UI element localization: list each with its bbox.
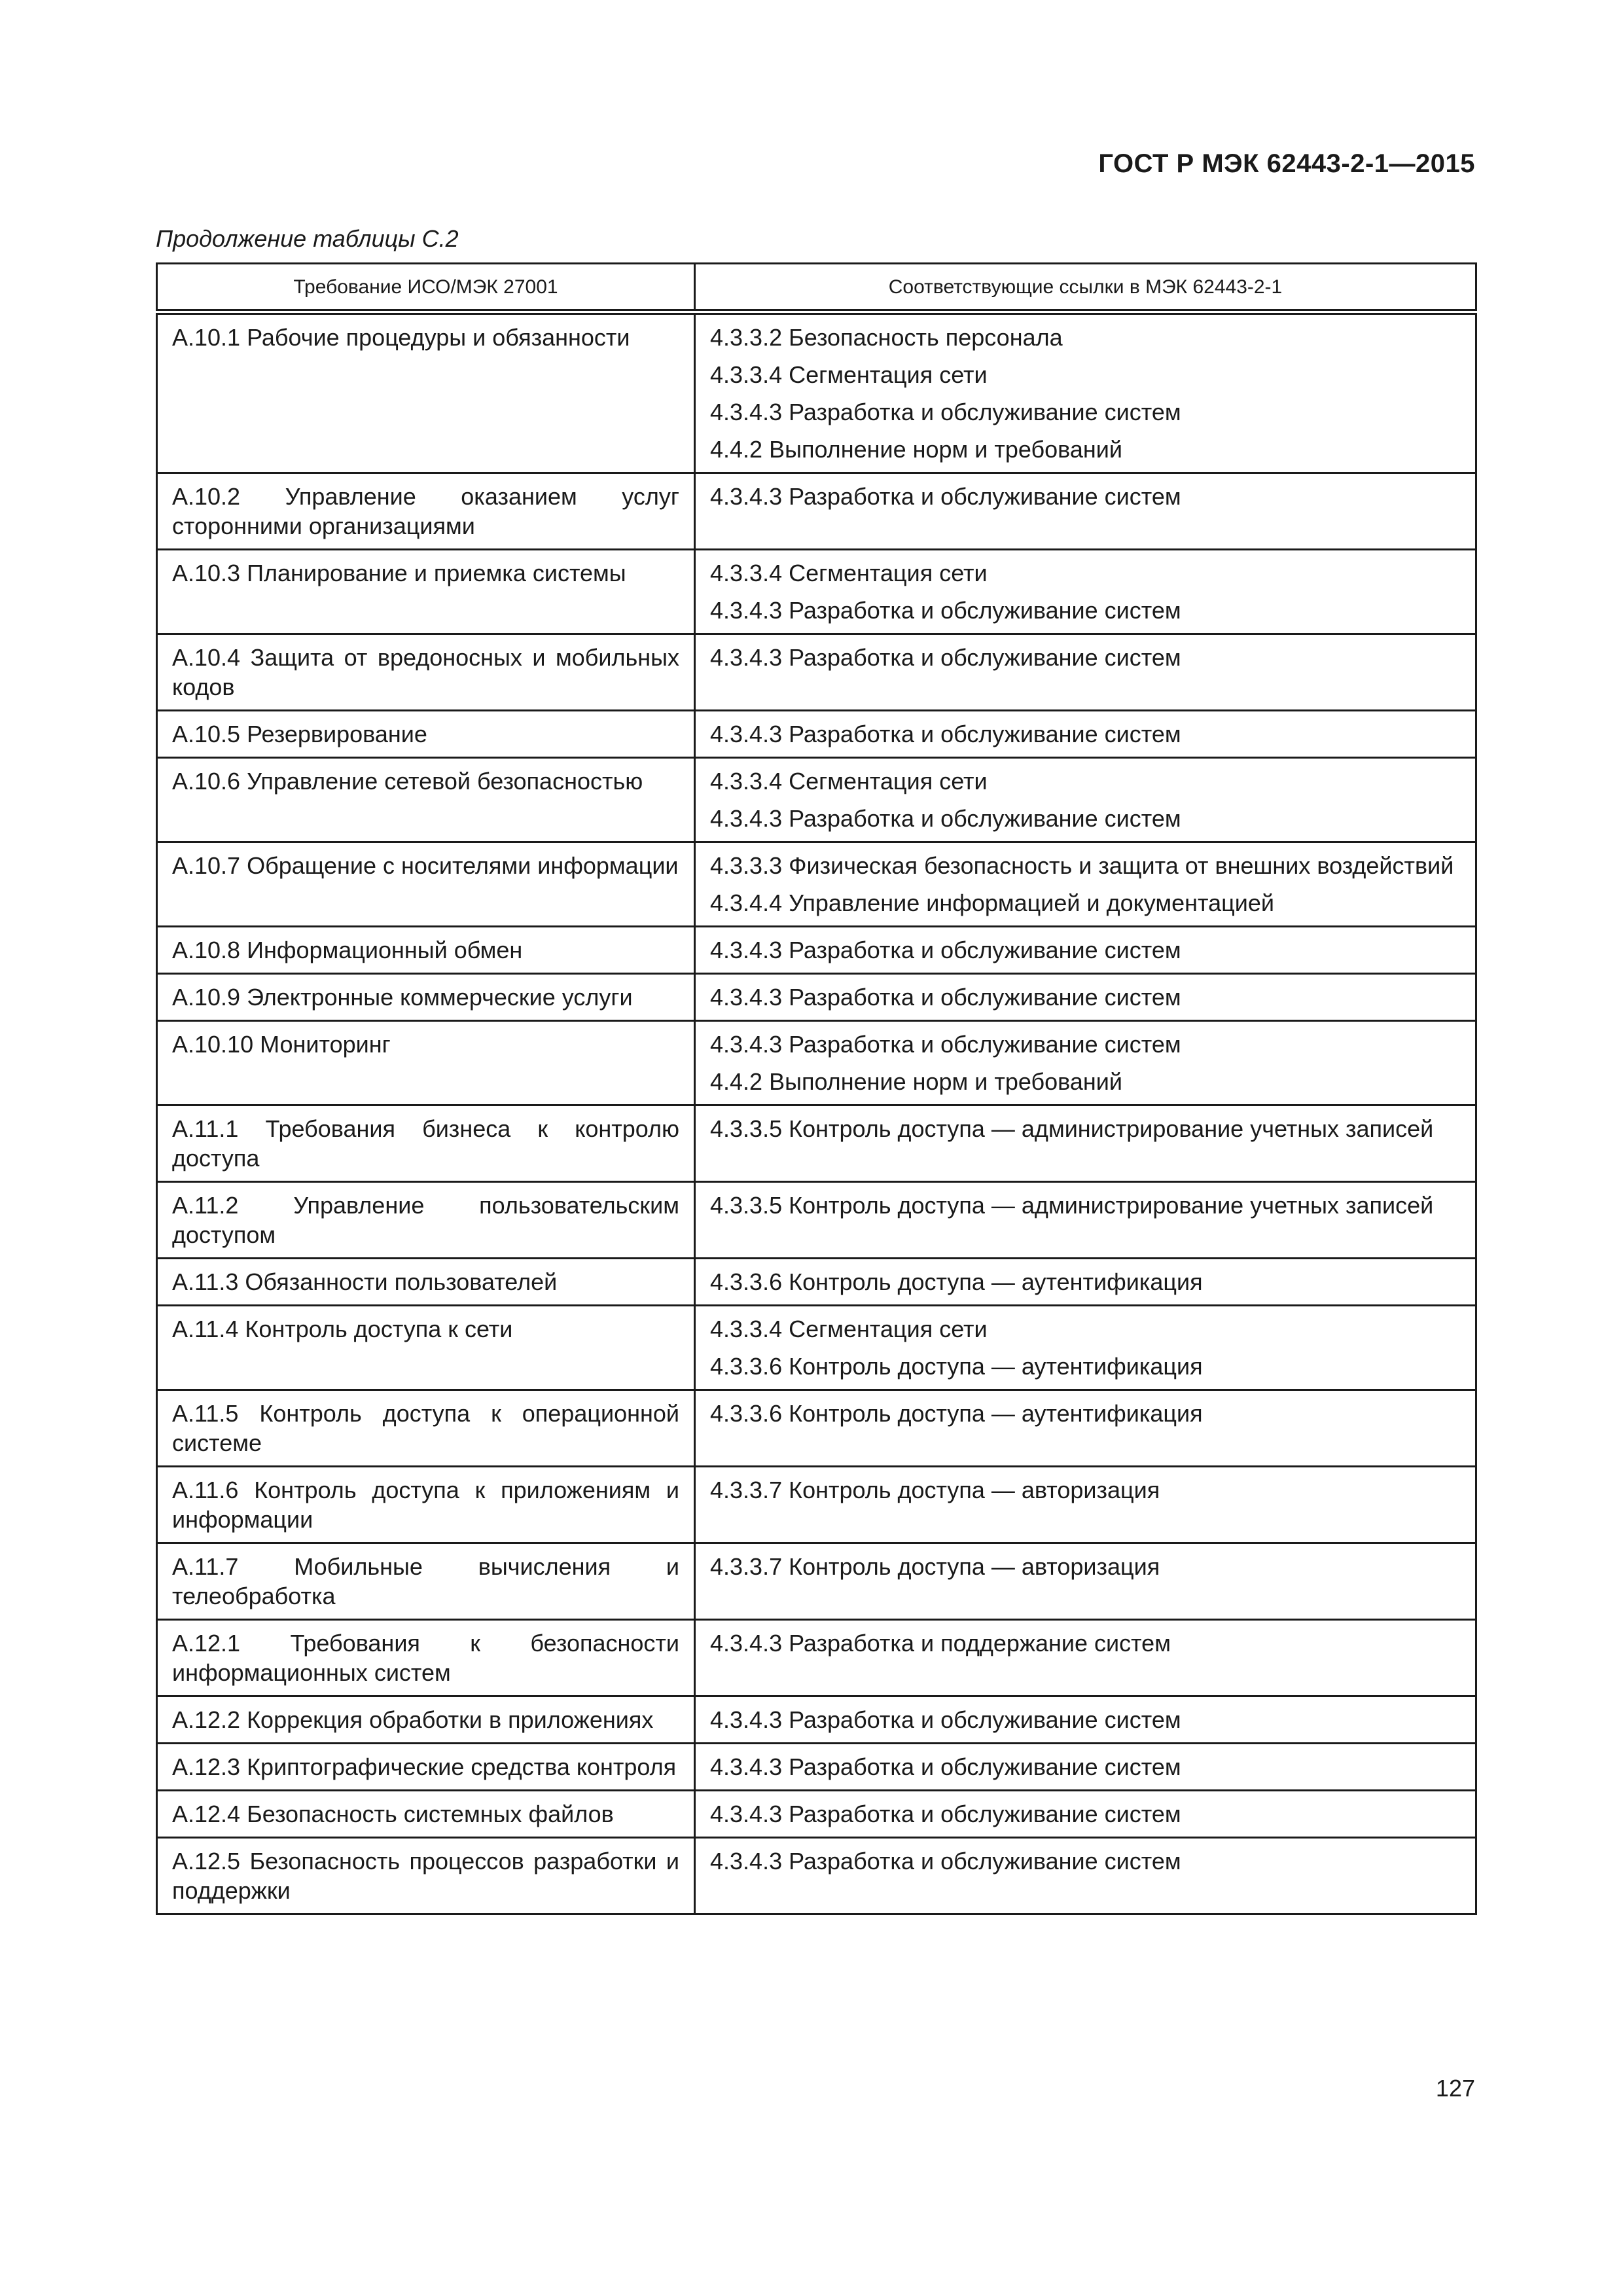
- requirement-cell: А.12.5 Безопасность процессов разработки и поддержки: [157, 1838, 695, 1914]
- reference-item: 4.3.4.4 Управление информацией и документацией: [710, 889, 1275, 916]
- table-row: [157, 1021, 1476, 1105]
- requirement-cell: А.11.4 Контроль доступа к сети: [157, 1306, 695, 1390]
- table-header-row: [157, 264, 1476, 312]
- table-row: [157, 711, 1476, 758]
- reference-item: 4.3.3.7 Контроль доступа — авторизация: [710, 1553, 1160, 1580]
- requirement-cell: А.12.3 Криптографические средства контроля: [157, 1744, 695, 1791]
- reference-item: 4.3.4.3 Разработка и обслуживание систем: [710, 644, 1181, 671]
- references-cell: [695, 312, 1476, 473]
- reference-item: 4.3.4.3 Разработка и поддержание систем: [710, 1630, 1171, 1657]
- references-cell: [695, 473, 1476, 550]
- table-row: [157, 634, 1476, 711]
- table-row: [157, 1744, 1476, 1791]
- reference-item: 4.3.3.5 Контроль доступа — администрирование учетных записей: [710, 1115, 1434, 1142]
- references-cell: [695, 974, 1476, 1021]
- references-cell: [695, 1838, 1476, 1914]
- reference-item: 4.3.4.3 Разработка и обслуживание систем: [710, 721, 1181, 747]
- table-body: [157, 312, 1476, 1914]
- requirement-cell: А.11.2 Управление пользовательским доступом: [157, 1182, 695, 1259]
- requirement-cell: А.12.2 Коррекция обработки в приложениях: [157, 1696, 695, 1744]
- references-cell: [695, 711, 1476, 758]
- reference-item: 4.3.4.3 Разработка и обслуживание систем: [710, 805, 1181, 832]
- references-cell: [695, 927, 1476, 974]
- references-cell: [695, 1306, 1476, 1390]
- table-row: [157, 974, 1476, 1021]
- reference-item: 4.3.3.6 Контроль доступа — аутентификация: [710, 1353, 1203, 1380]
- references-cell: [695, 1791, 1476, 1838]
- requirement-cell: А.10.8 Информационный обмен: [157, 927, 695, 974]
- reference-item: 4.3.4.3 Разработка и обслуживание систем: [710, 1753, 1181, 1780]
- table-row: [157, 1390, 1476, 1467]
- table-row: [157, 1306, 1476, 1390]
- reference-item: 4.3.3.4 Сегментация сети: [710, 361, 988, 388]
- reference-item: 4.3.4.3 Разработка и обслуживание систем: [710, 399, 1181, 425]
- requirement-cell: А.10.2 Управление оказанием услуг сторонними организациями: [157, 473, 695, 550]
- reference-item: 4.3.3.2 Безопасность персонала: [710, 324, 1063, 351]
- reference-item: 4.3.3.5 Контроль доступа — администрирование учетных записей: [710, 1192, 1434, 1219]
- requirement-cell: А.10.10 Мониторинг: [157, 1021, 695, 1105]
- table-row: [157, 550, 1476, 634]
- references-cell: [695, 842, 1476, 927]
- document-standard-header: ГОСТ Р МЭК 62443-2-1—2015: [1098, 149, 1475, 178]
- table-row: [157, 842, 1476, 927]
- reference-item: 4.3.4.3 Разработка и обслуживание систем: [710, 937, 1181, 963]
- reference-item: 4.3.3.4 Сегментация сети: [710, 560, 988, 586]
- reference-item: 4.3.4.3 Разработка и обслуживание систем: [710, 483, 1181, 510]
- requirement-cell: А.11.3 Обязанности пользователей: [157, 1259, 695, 1306]
- requirement-cell: А.11.5 Контроль доступа к операционной системе: [157, 1390, 695, 1467]
- reference-item: 4.3.4.3 Разработка и обслуживание систем: [710, 1801, 1181, 1827]
- table-row: [157, 1259, 1476, 1306]
- reference-item: 4.3.4.3 Разработка и обслуживание систем: [710, 1848, 1181, 1874]
- requirement-cell: А.10.9 Электронные коммерческие услуги: [157, 974, 695, 1021]
- references-cell: [695, 1696, 1476, 1744]
- requirement-cell: А.10.6 Управление сетевой безопасностью: [157, 758, 695, 842]
- reference-item: 4.3.3.3 Физическая безопасность и защита от внешних воздействий: [710, 852, 1454, 879]
- reference-item: 4.3.3.6 Контроль доступа — аутентификация: [710, 1268, 1203, 1295]
- table-row: [157, 758, 1476, 842]
- reference-item: 4.3.4.3 Разработка и обслуживание систем: [710, 597, 1181, 624]
- references-cell: [695, 1021, 1476, 1105]
- requirement-cell: А.12.4 Безопасность системных файлов: [157, 1791, 695, 1838]
- reference-item: 4.4.2 Выполнение норм и требований: [710, 436, 1122, 463]
- table-row: [157, 312, 1476, 473]
- requirement-cell: А.11.1 Требования бизнеса к контролю доступа: [157, 1105, 695, 1182]
- reference-item: 4.4.2 Выполнение норм и требований: [710, 1068, 1122, 1095]
- requirement-cell: А.10.1 Рабочие процедуры и обязанности: [157, 312, 695, 473]
- table-container: [156, 262, 1475, 1915]
- requirement-cell: А.11.7 Мобильные вычисления и телеобработка: [157, 1543, 695, 1620]
- table-caption: Продолжение таблицы С.2: [156, 225, 459, 252]
- page-number: 127: [1435, 2075, 1475, 2102]
- references-cell: [695, 1543, 1476, 1620]
- table-row: [157, 1838, 1476, 1914]
- references-cell: [695, 550, 1476, 634]
- reference-item: 4.3.3.4 Сегментация сети: [710, 1316, 988, 1342]
- requirements-table: [156, 262, 1477, 1915]
- requirement-cell: А.10.5 Резервирование: [157, 711, 695, 758]
- references-cell: [695, 1467, 1476, 1543]
- reference-item: 4.3.3.7 Контроль доступа — авторизация: [710, 1477, 1160, 1503]
- reference-item: 4.3.4.3 Разработка и обслуживание систем: [710, 1706, 1181, 1733]
- requirement-cell: А.10.7 Обращение с носителями информации: [157, 842, 695, 927]
- table-row: [157, 1543, 1476, 1620]
- requirement-cell: А.12.1 Требования к безопасности информационных систем: [157, 1620, 695, 1696]
- reference-item: 4.3.4.3 Разработка и обслуживание систем: [710, 984, 1181, 1011]
- column-header-requirement: Требование ИСО/МЭК 27001: [157, 264, 695, 312]
- references-cell: [695, 634, 1476, 711]
- table-row: [157, 1791, 1476, 1838]
- table-row: [157, 1105, 1476, 1182]
- references-cell: [695, 758, 1476, 842]
- references-cell: [695, 1620, 1476, 1696]
- requirement-cell: А.10.3 Планирование и приемка системы: [157, 550, 695, 634]
- requirement-cell: А.11.6 Контроль доступа к приложениям и информации: [157, 1467, 695, 1543]
- references-cell: [695, 1390, 1476, 1467]
- table-row: [157, 473, 1476, 550]
- requirement-cell: А.10.4 Защита от вредоносных и мобильных кодов: [157, 634, 695, 711]
- table-row: [157, 1467, 1476, 1543]
- references-cell: [695, 1744, 1476, 1791]
- column-header-references: Соответствующие ссылки в МЭК 62443-2-1: [695, 264, 1476, 312]
- reference-item: 4.3.3.6 Контроль доступа — аутентификация: [710, 1400, 1203, 1427]
- references-cell: [695, 1182, 1476, 1259]
- table-row: [157, 1696, 1476, 1744]
- table-row: [157, 927, 1476, 974]
- reference-item: 4.3.4.3 Разработка и обслуживание систем: [710, 1031, 1181, 1058]
- table-row: [157, 1620, 1476, 1696]
- reference-item: 4.3.3.4 Сегментация сети: [710, 768, 988, 795]
- references-cell: [695, 1259, 1476, 1306]
- references-cell: [695, 1105, 1476, 1182]
- table-row: [157, 1182, 1476, 1259]
